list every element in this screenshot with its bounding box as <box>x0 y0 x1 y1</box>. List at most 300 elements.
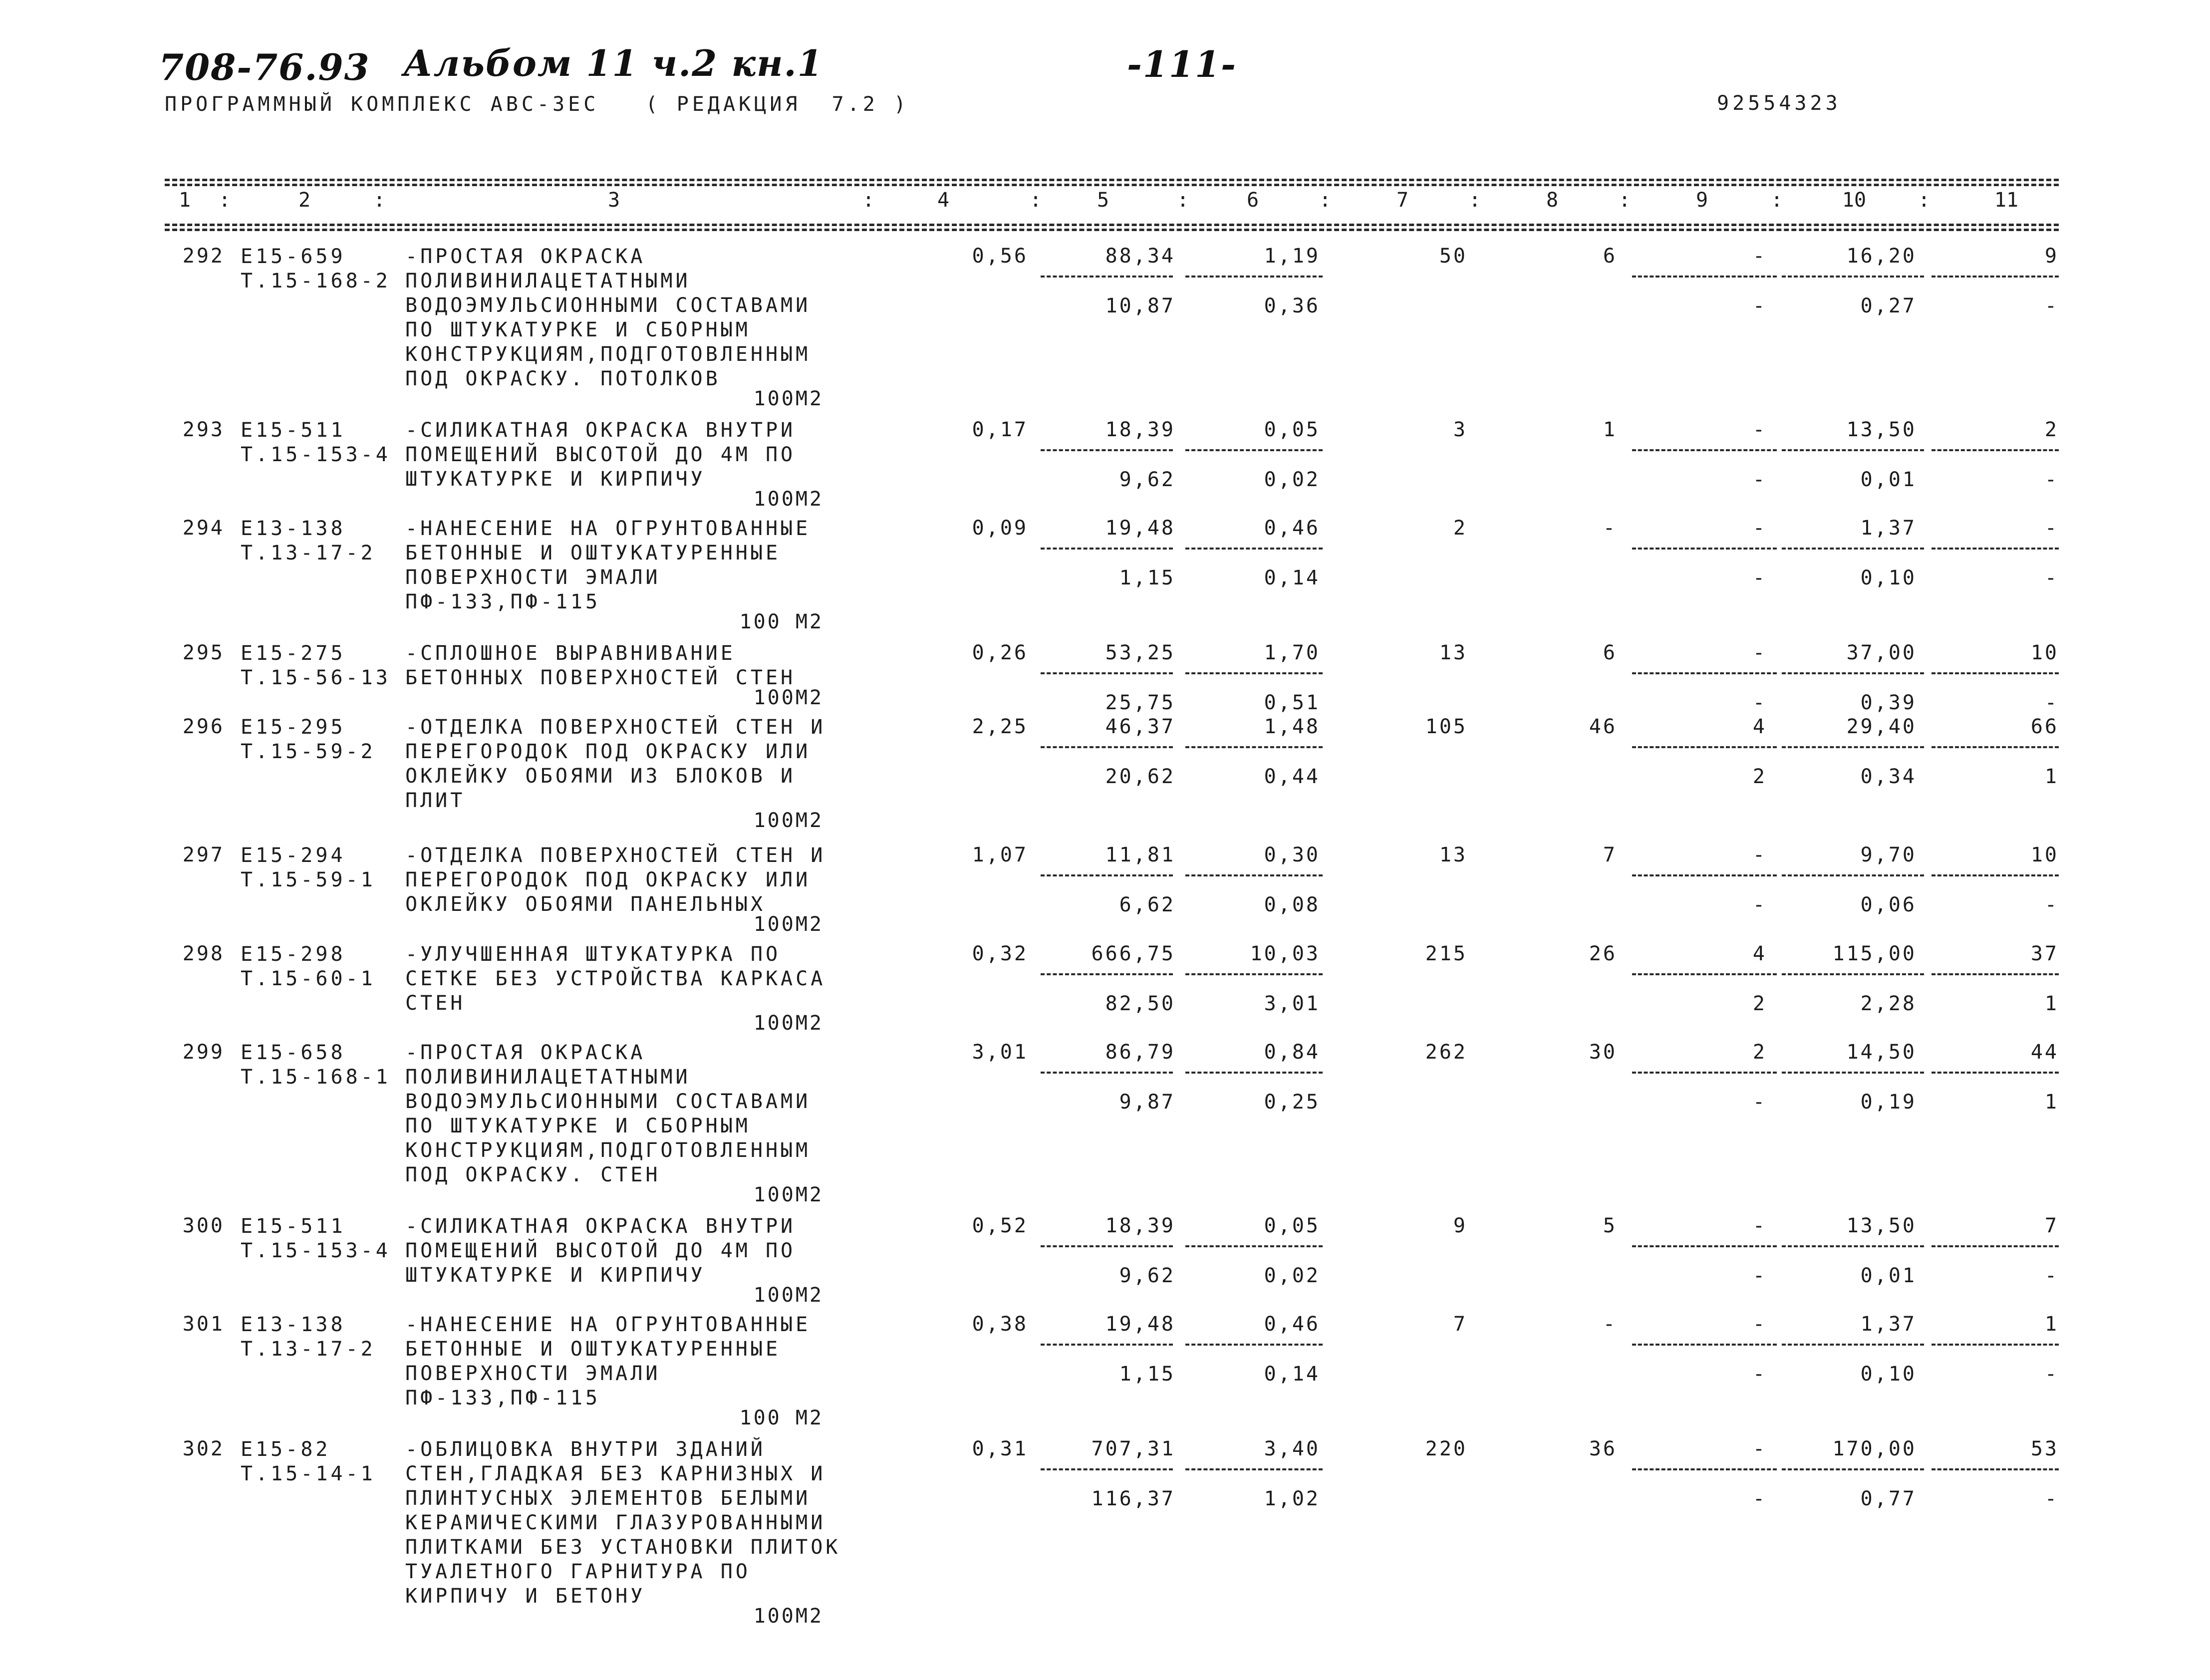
labor-per-unit-cell: 115,00 <box>1832 942 1917 965</box>
work-description-line: ПЛИТ <box>405 789 466 812</box>
cost-wages-cell: 9,62 <box>1119 1264 1175 1287</box>
machine-wages-cell: 0,25 <box>1264 1091 1320 1114</box>
labor-mech-per-unit-cell: 0,27 <box>1860 294 1917 317</box>
work-description-line: БЕТОННЫХ ПОВЕРХНОСТЕЙ СТЕН <box>405 666 796 689</box>
machine-wages-cell: 0,02 <box>1264 1264 1320 1287</box>
labor-total-cell: 10 <box>2030 843 2059 866</box>
machine-cost-cell: 1,19 <box>1264 245 1320 268</box>
unit-of-measure: 100М2 <box>753 1284 824 1307</box>
labor-mech-total-cell: - <box>2044 566 2059 589</box>
fraction-rule <box>1782 874 1924 876</box>
work-description-line: ПОД ОКРАСКУ. СТЕН <box>405 1163 661 1186</box>
column-number-7: 7 <box>1396 189 1409 212</box>
cost-total-cell: 666,75 <box>1091 942 1175 965</box>
fraction-rule <box>1185 874 1323 876</box>
quantity-cell: 0,31 <box>972 1437 1028 1460</box>
work-description-line: СТЕН <box>405 992 466 1015</box>
labor-total-cell: 44 <box>2030 1041 2059 1064</box>
fraction-rule <box>1041 746 1173 748</box>
program-line: ПРОГРАММНЫЙ КОМПЛЕКС АВС-3ЕС ( РЕДАКЦИЯ 7.2 ) <box>165 93 909 116</box>
fraction-rule <box>1185 746 1323 748</box>
resource-code: Е15-82 <box>241 1438 331 1461</box>
column-9-lower-cell: - <box>1752 566 1767 589</box>
fraction-rule <box>1932 1344 2059 1346</box>
labor-mech-per-unit-cell: 0,06 <box>1860 893 1917 916</box>
work-description-line: ПОМЕЩЕНИЙ ВЫСОТОЙ ДО 4М ПО <box>405 443 796 466</box>
price-reference: Т.15-59-1 <box>241 868 376 891</box>
work-description-line: ПФ-133,ПФ-115 <box>405 1387 601 1409</box>
labor-mech-total-cell: 1 <box>2044 765 2059 788</box>
column-number-10: 10 <box>1842 189 1867 212</box>
document-number: 92554323 <box>1717 92 1841 115</box>
machine-wages-cell: 0,02 <box>1264 468 1320 491</box>
total-cost-cell: 3 <box>1453 418 1467 441</box>
row-number: 296 <box>182 715 225 738</box>
labor-mech-per-unit-cell: 0,19 <box>1860 1091 1917 1114</box>
total-cost-cell: 50 <box>1439 245 1467 268</box>
row-number: 297 <box>182 843 225 866</box>
handwritten-code: 708-76.93 <box>159 46 370 88</box>
column-separator: : <box>1618 189 1631 212</box>
row-number: 292 <box>182 245 225 268</box>
fraction-rule <box>1185 1245 1323 1247</box>
total-cost-cell: 13 <box>1439 843 1467 866</box>
machine-cost-cell: 0,46 <box>1264 1313 1320 1336</box>
work-description-line: ПОЛИВИНИЛАЦЕТАТНЫМИ <box>405 1066 691 1089</box>
fraction-rule <box>1782 449 1924 451</box>
quantity-cell: 0,32 <box>972 942 1028 965</box>
price-reference: Т.15-14-1 <box>241 1462 376 1485</box>
work-description-line: ПФ-133,ПФ-115 <box>405 590 601 613</box>
fraction-rule <box>1041 1072 1173 1074</box>
fraction-rule <box>1782 1072 1924 1074</box>
machine-cost-cell: 3,40 <box>1264 1437 1320 1460</box>
fraction-rule <box>1632 548 1777 550</box>
labor-mech-per-unit-cell: 0,39 <box>1860 691 1917 714</box>
column-9-lower-cell: - <box>1752 1363 1767 1386</box>
cost-total-cell: 53,25 <box>1105 641 1175 664</box>
labor-mech-total-cell: - <box>2044 468 2059 491</box>
work-description-line: СТЕН,ГЛАДКАЯ БЕЗ КАРНИЗНЫХ И <box>405 1462 826 1485</box>
column-9-upper-cell: - <box>1752 1313 1767 1336</box>
fraction-rule <box>1932 746 2059 748</box>
work-description-line: -СПЛОШНОЕ ВЫРАВНИВАНИЕ <box>405 642 736 665</box>
fraction-rule <box>1041 548 1173 550</box>
cost-total-cell: 46,37 <box>1105 715 1175 738</box>
labor-per-unit-cell: 170,00 <box>1832 1437 1917 1460</box>
work-description-line: ПЛИНТУСНЫХ ЭЛЕМЕНТОВ БЕЛЫМИ <box>405 1487 811 1510</box>
fraction-rule <box>1782 746 1924 748</box>
machine-wages-cell: 0,14 <box>1264 1363 1320 1386</box>
column-9-upper-cell: - <box>1752 641 1767 664</box>
fraction-rule <box>1932 672 2059 674</box>
handwritten-album: Альбом 11 ч.2 кн.1 <box>403 42 824 84</box>
column-number-1: 1 <box>178 189 191 212</box>
price-reference: Т.15-168-2 <box>241 270 391 292</box>
table-top-rule <box>165 179 2059 181</box>
column-separator: : <box>1176 189 1189 212</box>
fraction-rule <box>1782 1245 1924 1247</box>
column-number-5: 5 <box>1097 189 1109 212</box>
fraction-rule <box>1632 874 1777 876</box>
resource-code: Е15-659 <box>241 245 346 268</box>
machine-cost-cell: 0,46 <box>1264 517 1320 540</box>
quantity-cell: 2,25 <box>972 715 1028 738</box>
fraction-rule <box>1782 672 1924 674</box>
fraction-rule <box>1632 1072 1777 1074</box>
work-description-line: КОНСТРУКЦИЯМ,ПОДГОТОВЛЕННЫМ <box>405 1139 811 1162</box>
column-9-upper-cell: - <box>1752 517 1767 540</box>
fraction-rule <box>1632 276 1777 278</box>
cost-wages-cell: 9,87 <box>1119 1091 1175 1114</box>
cost-wages-cell: 25,75 <box>1105 691 1175 714</box>
total-cost-cell: 13 <box>1439 641 1467 664</box>
machine-cost-cell: 0,05 <box>1264 418 1320 441</box>
labor-mech-per-unit-cell: 0,34 <box>1860 765 1917 788</box>
row-number: 299 <box>182 1041 225 1064</box>
machine-wages-cell: 1,02 <box>1264 1487 1320 1510</box>
column-9-lower-cell: - <box>1752 1487 1767 1510</box>
fraction-rule <box>1041 874 1173 876</box>
fraction-rule <box>1185 1072 1323 1074</box>
quantity-cell: 0,56 <box>972 245 1028 268</box>
total-cost-cell: 215 <box>1425 942 1467 965</box>
work-description-line: ТУАЛЕТНОГО ГАРНИТУРА ПО <box>405 1560 751 1583</box>
labor-mech-total-cell: - <box>2044 1363 2059 1386</box>
resource-code: Е15-511 <box>241 419 346 442</box>
work-description-line: ВОДОЭМУЛЬСИОННЫМИ СОСТАВАМИ <box>405 1090 811 1113</box>
total-wages-cell: 30 <box>1589 1041 1617 1064</box>
column-9-upper-cell: 4 <box>1752 715 1767 738</box>
column-9-lower-cell: - <box>1752 1264 1767 1287</box>
labor-total-cell: 2 <box>2044 418 2059 441</box>
machine-cost-cell: 0,84 <box>1264 1041 1320 1064</box>
total-cost-cell: 2 <box>1453 517 1467 540</box>
column-separator: : <box>1918 189 1931 212</box>
unit-of-measure: 100М2 <box>753 488 824 511</box>
fraction-rule <box>1041 973 1173 975</box>
work-description-line: ШТУКАТУРКЕ И КИРПИЧУ <box>405 468 706 491</box>
column-9-lower-cell: - <box>1752 294 1767 317</box>
unit-of-measure: 100М2 <box>753 387 824 410</box>
labor-per-unit-cell: 9,70 <box>1860 843 1917 866</box>
row-number: 293 <box>182 418 225 441</box>
fraction-rule <box>1185 672 1323 674</box>
row-number: 301 <box>182 1313 225 1336</box>
labor-total-cell: 53 <box>2030 1437 2059 1460</box>
labor-mech-total-cell: - <box>2044 1487 2059 1510</box>
row-number: 294 <box>182 517 225 540</box>
column-separator: : <box>373 189 386 212</box>
labor-mech-per-unit-cell: 0,77 <box>1860 1487 1917 1510</box>
total-wages-cell: 7 <box>1603 843 1617 866</box>
work-description-line: ОКЛЕЙКУ ОБОЯМИ ПАНЕЛЬНЫХ <box>405 893 766 916</box>
unit-of-measure: 100М2 <box>753 1183 824 1206</box>
fraction-rule <box>1932 973 2059 975</box>
labor-per-unit-cell: 13,50 <box>1846 1214 1917 1237</box>
resource-code: Е13-138 <box>241 1313 346 1336</box>
header-bottom-rule <box>165 224 2059 226</box>
labor-per-unit-cell: 37,00 <box>1846 641 1917 664</box>
fraction-rule <box>1185 449 1323 451</box>
machine-wages-cell: 0,14 <box>1264 566 1320 589</box>
cost-wages-cell: 10,87 <box>1105 294 1175 317</box>
column-number-11: 11 <box>1994 189 2019 212</box>
labor-mech-per-unit-cell: 0,10 <box>1860 566 1917 589</box>
fraction-rule <box>1041 1468 1173 1470</box>
work-description-line: БЕТОННЫЕ И ОШТУКАТУРЕННЫЕ <box>405 542 781 564</box>
price-reference: Т.15-56-13 <box>241 666 391 689</box>
total-wages-cell: 36 <box>1589 1437 1617 1460</box>
resource-code: Е13-138 <box>241 517 346 540</box>
fraction-rule <box>1041 1245 1173 1247</box>
quantity-cell: 0,09 <box>972 517 1028 540</box>
work-description-line: -ОТДЕЛКА ПОВЕРХНОСТЕЙ СТЕН И <box>405 844 826 867</box>
work-description-line: -УЛУЧШЕННАЯ ШТУКАТУРКА ПО <box>405 943 781 966</box>
unit-of-measure: 100М2 <box>753 809 824 832</box>
machine-cost-cell: 1,48 <box>1264 715 1320 738</box>
column-number-8: 8 <box>1546 189 1559 212</box>
labor-mech-total-cell: - <box>2044 893 2059 916</box>
labor-total-cell: 66 <box>2030 715 2059 738</box>
machine-wages-cell: 3,01 <box>1264 992 1320 1015</box>
fraction-rule <box>1185 1344 1323 1346</box>
total-wages-cell: - <box>1603 517 1617 540</box>
cost-wages-cell: 9,62 <box>1119 468 1175 491</box>
fraction-rule <box>1782 1468 1924 1470</box>
column-separator: : <box>1029 189 1042 212</box>
work-description-line: КИРПИЧУ И БЕТОНУ <box>405 1585 646 1608</box>
column-separator: : <box>1319 189 1332 212</box>
cost-total-cell: 707,31 <box>1091 1437 1175 1460</box>
fraction-rule <box>1632 1344 1777 1346</box>
unit-of-measure: 100М2 <box>753 913 824 936</box>
fraction-rule <box>1932 276 2059 278</box>
work-description-line: ШТУКАТУРКЕ И КИРПИЧУ <box>405 1264 706 1287</box>
machine-wages-cell: 0,44 <box>1264 765 1320 788</box>
price-reference: Т.15-153-4 <box>241 1239 391 1262</box>
labor-mech-per-unit-cell: 2,28 <box>1860 992 1917 1015</box>
work-description-line: ОКЛЕЙКУ ОБОЯМИ ИЗ БЛОКОВ И <box>405 765 796 788</box>
column-separator: : <box>1770 189 1783 212</box>
unit-of-measure: 100 М2 <box>739 610 824 633</box>
column-9-lower-cell: - <box>1752 893 1767 916</box>
row-number: 295 <box>182 641 225 664</box>
cost-total-cell: 19,48 <box>1105 517 1175 540</box>
quantity-cell: 0,26 <box>972 641 1028 664</box>
column-9-upper-cell: 4 <box>1752 942 1767 965</box>
column-separator: : <box>862 189 875 212</box>
quantity-cell: 0,52 <box>972 1214 1028 1237</box>
total-cost-cell: 9 <box>1453 1214 1467 1237</box>
cost-total-cell: 19,48 <box>1105 1313 1175 1336</box>
quantity-cell: 3,01 <box>972 1041 1028 1064</box>
resource-code: Е15-295 <box>241 716 346 739</box>
column-9-upper-cell: 2 <box>1752 1041 1767 1064</box>
labor-mech-total-cell: 1 <box>2044 1091 2059 1114</box>
labor-mech-total-cell: - <box>2044 691 2059 714</box>
fraction-rule <box>1632 746 1777 748</box>
cost-total-cell: 18,39 <box>1105 1214 1175 1237</box>
fraction-rule <box>1185 276 1323 278</box>
labor-per-unit-cell: 13,50 <box>1846 418 1917 441</box>
fraction-rule <box>1782 548 1924 550</box>
work-description-line: БЕТОННЫЕ И ОШТУКАТУРЕННЫЕ <box>405 1338 781 1361</box>
quantity-cell: 1,07 <box>972 843 1028 866</box>
table-top-rule-2 <box>165 184 2059 186</box>
unit-of-measure: 100М2 <box>753 1605 824 1628</box>
column-9-upper-cell: - <box>1752 418 1767 441</box>
column-9-lower-cell: - <box>1752 1091 1767 1114</box>
quantity-cell: 0,17 <box>972 418 1028 441</box>
total-wages-cell: 26 <box>1589 942 1617 965</box>
labor-per-unit-cell: 1,37 <box>1860 1313 1917 1336</box>
total-wages-cell: 46 <box>1589 715 1617 738</box>
total-wages-cell: - <box>1603 1313 1617 1336</box>
fraction-rule <box>1632 1468 1777 1470</box>
labor-total-cell: 7 <box>2044 1214 2059 1237</box>
total-cost-cell: 7 <box>1453 1313 1467 1336</box>
fraction-rule <box>1185 548 1323 550</box>
price-reference: Т.15-168-1 <box>241 1066 391 1089</box>
quantity-cell: 0,38 <box>972 1313 1028 1336</box>
total-wages-cell: 1 <box>1603 418 1617 441</box>
labor-mech-total-cell: - <box>2044 1264 2059 1287</box>
fraction-rule <box>1932 449 2059 451</box>
machine-cost-cell: 0,05 <box>1264 1214 1320 1237</box>
price-reference: Т.13-17-2 <box>241 1338 376 1361</box>
labor-per-unit-cell: 29,40 <box>1846 715 1917 738</box>
fraction-rule <box>1632 1245 1777 1247</box>
cost-wages-cell: 20,62 <box>1105 765 1175 788</box>
labor-total-cell: - <box>2044 517 2059 540</box>
unit-of-measure: 100М2 <box>753 686 824 709</box>
machine-wages-cell: 0,51 <box>1264 691 1320 714</box>
fraction-rule <box>1632 672 1777 674</box>
total-wages-cell: 6 <box>1603 641 1617 664</box>
fraction-rule <box>1782 1344 1924 1346</box>
row-number: 298 <box>182 942 225 965</box>
work-description-line: -ПРОСТАЯ ОКРАСКА <box>405 1041 646 1064</box>
work-description-line: ПОВЕРХНОСТИ ЭМАЛИ <box>405 1362 661 1385</box>
work-description-line: КОНСТРУКЦИЯМ,ПОДГОТОВЛЕННЫМ <box>405 343 811 366</box>
work-description-line: -ОБЛИЦОВКА ВНУТРИ ЗДАНИЙ <box>405 1438 766 1461</box>
total-cost-cell: 220 <box>1425 1437 1467 1460</box>
cost-wages-cell: 116,37 <box>1091 1487 1175 1510</box>
row-number: 300 <box>182 1214 225 1237</box>
column-number-4: 4 <box>937 189 950 212</box>
fraction-rule <box>1185 973 1323 975</box>
work-description-line: ВОДОЭМУЛЬСИОННЫМИ СОСТАВАМИ <box>405 294 811 317</box>
column-9-upper-cell: - <box>1752 843 1767 866</box>
handwritten-page-number: -111- <box>1127 43 1237 85</box>
work-description-line: ПЛИТКАМИ БЕЗ УСТАНОВКИ ПЛИТОК <box>405 1536 841 1559</box>
labor-total-cell: 10 <box>2030 641 2059 664</box>
column-9-lower-cell: - <box>1752 468 1767 491</box>
labor-mech-total-cell: - <box>2044 294 2059 317</box>
fraction-rule <box>1932 874 2059 876</box>
fraction-rule <box>1041 1344 1173 1346</box>
column-9-lower-cell: 2 <box>1752 765 1767 788</box>
column-number-9: 9 <box>1695 189 1708 212</box>
fraction-rule <box>1041 449 1173 451</box>
column-separator: : <box>1468 189 1481 212</box>
work-description-line: ПОВЕРХНОСТИ ЭМАЛИ <box>405 566 661 589</box>
row-number: 302 <box>182 1437 225 1460</box>
labor-mech-per-unit-cell: 0,01 <box>1860 468 1917 491</box>
work-description-line: ПОЛИВИНИЛАЦЕТАТНЫМИ <box>405 270 691 292</box>
labor-total-cell: 9 <box>2044 245 2059 268</box>
cost-wages-cell: 6,62 <box>1119 893 1175 916</box>
labor-total-cell: 37 <box>2030 942 2059 965</box>
machine-cost-cell: 1,70 <box>1264 641 1320 664</box>
unit-of-measure: 100М2 <box>753 1012 824 1035</box>
machine-wages-cell: 0,36 <box>1264 294 1320 317</box>
work-description-line: ПО ШТУКАТУРКЕ И СБОРНЫМ <box>405 1115 751 1137</box>
resource-code: Е15-275 <box>241 642 346 665</box>
column-9-upper-cell: - <box>1752 245 1767 268</box>
labor-per-unit-cell: 16,20 <box>1846 245 1917 268</box>
total-cost-cell: 105 <box>1425 715 1467 738</box>
machine-cost-cell: 10,03 <box>1250 942 1320 965</box>
unit-of-measure: 100 М2 <box>739 1406 824 1429</box>
machine-wages-cell: 0,08 <box>1264 893 1320 916</box>
fraction-rule <box>1632 449 1777 451</box>
fraction-rule <box>1932 1245 2059 1247</box>
labor-mech-total-cell: 1 <box>2044 992 2059 1015</box>
labor-per-unit-cell: 14,50 <box>1846 1041 1917 1064</box>
labor-total-cell: 1 <box>2044 1313 2059 1336</box>
total-cost-cell: 262 <box>1425 1041 1467 1064</box>
cost-total-cell: 86,79 <box>1105 1041 1175 1064</box>
cost-wages-cell: 82,50 <box>1105 992 1175 1015</box>
work-description-line: ПОМЕЩЕНИЙ ВЫСОТОЙ ДО 4М ПО <box>405 1239 796 1262</box>
work-description-line: ПО ШТУКАТУРКЕ И СБОРНЫМ <box>405 318 751 341</box>
work-description-line: -СИЛИКАТНАЯ ОКРАСКА ВНУТРИ <box>405 1215 796 1238</box>
work-description-line: -СИЛИКАТНАЯ ОКРАСКА ВНУТРИ <box>405 419 796 442</box>
work-description-line: -НАНЕСЕНИЕ НА ОГРУНТОВАННЫЕ <box>405 517 811 540</box>
labor-mech-per-unit-cell: 0,01 <box>1860 1264 1917 1287</box>
cost-total-cell: 18,39 <box>1105 418 1175 441</box>
fraction-rule <box>1185 1468 1323 1470</box>
fraction-rule <box>1782 973 1924 975</box>
column-9-lower-cell: - <box>1752 691 1767 714</box>
resource-code: Е15-298 <box>241 943 346 966</box>
cost-wages-cell: 1,15 <box>1119 566 1175 589</box>
fraction-rule <box>1782 276 1924 278</box>
fraction-rule <box>1932 1072 2059 1074</box>
fraction-rule <box>1041 672 1173 674</box>
fraction-rule <box>1632 973 1777 975</box>
fraction-rule <box>1041 276 1173 278</box>
total-wages-cell: 6 <box>1603 245 1617 268</box>
column-number-3: 3 <box>607 189 620 212</box>
resource-code: Е15-294 <box>241 844 346 867</box>
labor-mech-per-unit-cell: 0,10 <box>1860 1363 1917 1386</box>
column-number-6: 6 <box>1246 189 1259 212</box>
work-description-line: -ОТДЕЛКА ПОВЕРХНОСТЕЙ СТЕН И <box>405 716 826 739</box>
column-9-upper-cell: - <box>1752 1214 1767 1237</box>
price-reference: Т.15-60-1 <box>241 967 376 990</box>
labor-per-unit-cell: 1,37 <box>1860 517 1917 540</box>
work-description-line: ПЕРЕГОРОДОК ПОД ОКРАСКУ ИЛИ <box>405 868 811 891</box>
fraction-rule <box>1932 1468 2059 1470</box>
work-description-line: КЕРАМИЧЕСКИМИ ГЛАЗУРОВАННЫМИ <box>405 1511 826 1534</box>
resource-code: Е15-658 <box>241 1041 346 1064</box>
price-reference: Т.15-59-2 <box>241 740 376 763</box>
cost-total-cell: 11,81 <box>1105 843 1175 866</box>
price-reference: Т.15-153-4 <box>241 443 391 466</box>
